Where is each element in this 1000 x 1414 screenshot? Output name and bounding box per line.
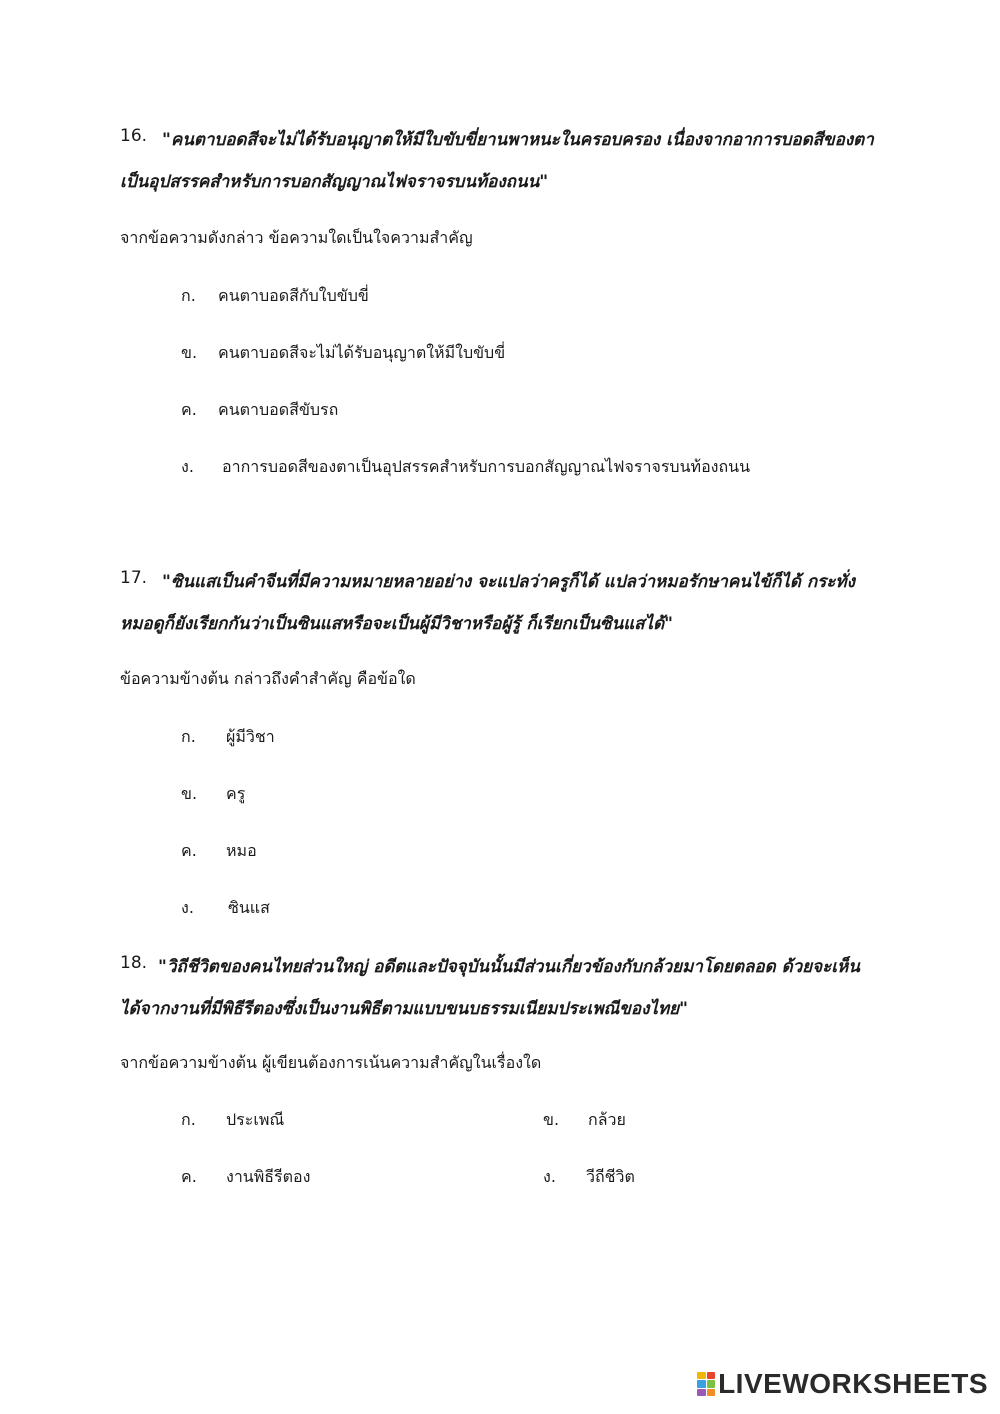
- option-text[interactable]: วีถีชีวิต: [586, 1167, 635, 1186]
- question-text-line-1: "ซินแสเป็นคำจีนที่มีความหมายหลายอย่าง จะแปลว่าครูก็ได้ แปลว่าหมอรักษาคนไข้ก็ได้ กระทั่ง: [162, 572, 855, 592]
- option-text[interactable]: คนตาบอดสีกับใบขับขี่: [218, 286, 369, 305]
- option-letter: ก.: [181, 727, 196, 746]
- option-text[interactable]: กล้วย: [588, 1110, 626, 1129]
- logo-block: [697, 1380, 706, 1387]
- option-letter: ก.: [181, 286, 196, 305]
- option-letter: ข.: [543, 1110, 560, 1129]
- option-text[interactable]: อาการบอดสีของตาเป็นอุปสรรคสำหรับการบอกสัญญาณไฟจราจรบนท้องถนน: [222, 457, 751, 476]
- logo-block: [707, 1380, 716, 1387]
- option-letter: ง.: [181, 898, 194, 917]
- logo-block: [697, 1372, 706, 1379]
- option-text[interactable]: หมอ: [226, 841, 257, 860]
- question-number: 17.: [120, 568, 148, 588]
- option-text[interactable]: คนตาบอดสีจะไม่ได้รับอนุญาตให้มีใบขับขี่: [218, 343, 506, 362]
- option-letter: ก.: [181, 1110, 196, 1129]
- option-text[interactable]: คนตาบอดสีขับรถ: [218, 400, 339, 419]
- question-prompt: ข้อความข้างต้น กล่าวถึงคำสำคัญ คือข้อใด: [120, 669, 416, 688]
- question-text-line-2: เป็นอุปสรรคสำหรับการบอกสัญญาณไฟจราจรบนท้องถนน": [120, 172, 549, 192]
- question-text-line-1: "วิถีชีวิตของคนไทยส่วนใหญ่ อดีตและปัจจุบันนั้นมีส่วนเกี่ยวข้องกับกล้วยมาโดยตลอด ด้วยจะเห็น: [158, 957, 860, 977]
- logo-block: [707, 1372, 716, 1379]
- question-number: 18.: [120, 953, 148, 973]
- logo-text: LIVEWORKSHEETS: [718, 1368, 988, 1399]
- logo-block: [707, 1389, 716, 1396]
- question-prompt: จากข้อความข้างต้น ผู้เขียนต้องการเน้นความสำคัญในเรื่องใด: [120, 1053, 542, 1072]
- liveworksheets-logo: [697, 1368, 988, 1400]
- option-letter: ง.: [543, 1167, 556, 1186]
- option-letter: ข.: [181, 343, 198, 362]
- option-letter: ค.: [181, 400, 197, 419]
- option-letter: ง.: [181, 457, 194, 476]
- option-text[interactable]: งานพิธีรีตอง: [226, 1167, 311, 1186]
- logo-mark-icon: [697, 1372, 715, 1396]
- option-text[interactable]: ครู: [226, 784, 246, 803]
- option-letter: ข.: [181, 784, 198, 803]
- question-text-line-2: หมอดูก็ยังเรียกกันว่าเป็นซินแสหรือจะเป็นผู้มีวิชาหรือผู้รู้ ก็เรียกเป็นซินแสได้": [120, 614, 673, 634]
- question-text-line-2: ได้จากงานที่มีพิธีรีตองซึ่งเป็นงานพิธีตามแบบขนบธรรมเนียมประเพณีของไทย": [120, 999, 688, 1019]
- option-letter: ค.: [181, 841, 197, 860]
- option-text[interactable]: ผู้มีวิชา: [226, 727, 275, 746]
- question-text-line-1: "คนตาบอดสีจะไม่ได้รับอนุญาตให้มีใบขับขี่ยานพาหนะในครอบครอง เนื่องจากอาการบอดสีของตา: [162, 130, 874, 150]
- option-letter: ค.: [181, 1167, 197, 1186]
- question-number: 16.: [120, 126, 148, 146]
- question-prompt: จากข้อความดังกล่าว ข้อความใดเป็นใจความสำคัญ: [120, 228, 473, 247]
- option-text[interactable]: ประเพณี: [226, 1110, 285, 1129]
- option-text[interactable]: ซินแส: [228, 898, 270, 917]
- logo-block: [697, 1389, 706, 1396]
